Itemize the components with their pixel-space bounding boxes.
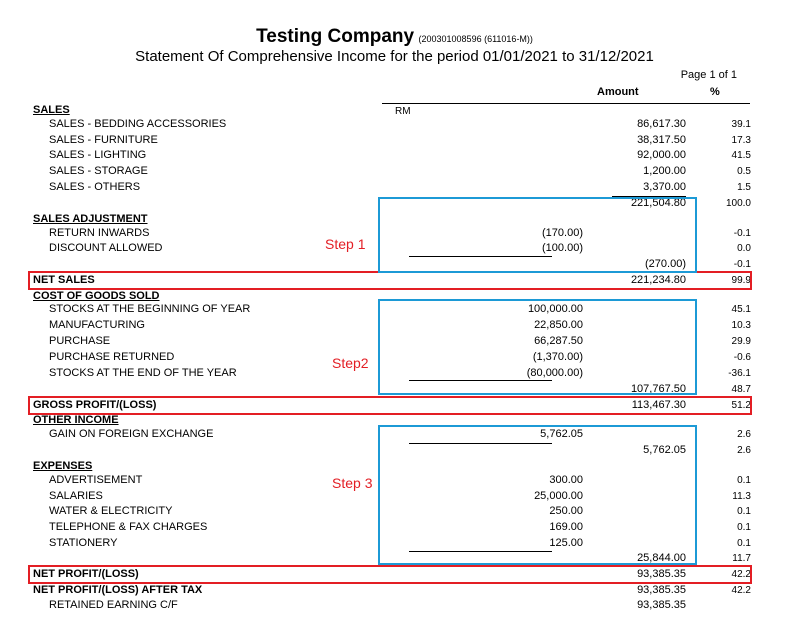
row-label: SALES - FURNITURE	[49, 134, 158, 146]
row-percent: -0.6	[733, 352, 751, 363]
row-percent: 51.2	[731, 400, 751, 411]
row-label: RETAINED EARNING C/F	[49, 599, 178, 611]
row-label: GAIN ON FOREIGN EXCHANGE	[49, 428, 214, 440]
step1-box	[378, 197, 697, 273]
row-amount: 92,000.00	[637, 149, 686, 161]
row-subamount: 100,000.00	[527, 303, 583, 315]
net-sales-highlight	[28, 271, 752, 290]
row-percent: 42.2	[731, 585, 751, 596]
row-label: SALARIES	[49, 490, 103, 502]
row-amount: 5,762.05	[643, 444, 686, 456]
row-percent: 10.3	[731, 320, 751, 331]
row-percent: 0.1	[737, 538, 751, 549]
row-percent: 11.7	[732, 553, 751, 564]
report-title	[0, 26, 789, 48]
table-row	[33, 598, 751, 613]
row-label: ADVERTISEMENT	[49, 474, 143, 486]
row-subamount: 300.00	[549, 474, 583, 486]
row-percent: 0.1	[737, 475, 751, 486]
row-percent: -0.1	[733, 259, 751, 270]
row-amount: (270.00)	[645, 258, 686, 270]
step1-label: Step 1	[325, 236, 366, 252]
step2-box	[378, 299, 697, 395]
row-percent: 0.1	[737, 522, 751, 533]
row-percent: 45.1	[731, 304, 751, 315]
row-percent: 0.5	[737, 166, 751, 177]
row-percent: 0.0	[737, 243, 751, 254]
row-label: SALES	[33, 104, 70, 116]
table-row	[33, 180, 751, 195]
section-header-row	[33, 103, 751, 118]
row-label: NET PROFIT/(LOSS)	[33, 568, 139, 580]
step3-box	[378, 425, 697, 565]
row-label: SALES - BEDDING ACCESSORIES	[49, 118, 227, 130]
row-percent: 1.5	[737, 182, 751, 193]
row-amount: 1,200.00	[643, 165, 686, 177]
percent-column-header: %	[710, 86, 720, 98]
table-row	[33, 133, 751, 148]
row-percent: 41.5	[731, 150, 751, 161]
row-amount: 3,370.00	[643, 181, 686, 193]
table-row	[33, 148, 751, 163]
row-amount: 107,767.50	[630, 383, 686, 395]
row-label: MANUFACTURING	[49, 319, 145, 331]
row-amount: 221,234.80	[630, 274, 686, 286]
currency-label: RM	[395, 106, 411, 117]
amount-column-header: Amount	[597, 86, 639, 98]
row-label: PURCHASE	[49, 335, 111, 347]
row-amount: 38,317.50	[637, 134, 686, 146]
row-percent: 39.1	[731, 119, 751, 130]
row-label: EXPENSES	[33, 460, 93, 472]
gross-profit-highlight	[28, 396, 752, 415]
row-label: SALES - LIGHTING	[49, 149, 147, 161]
table-row	[33, 117, 751, 132]
row-label: WATER & ELECTRICITY	[49, 505, 173, 517]
row-percent: 42.2	[731, 569, 751, 580]
row-subamount: (80,000.00)	[526, 367, 583, 379]
row-subamount: 5,762.05	[540, 428, 583, 440]
row-percent: -36.1	[728, 368, 751, 379]
row-subamount: (170.00)	[542, 227, 583, 239]
row-subamount: 25,000.00	[534, 490, 583, 502]
row-percent: 0.1	[737, 506, 751, 517]
row-percent: 48.7	[731, 384, 751, 395]
row-label: SALES - OTHERS	[49, 181, 141, 193]
row-subamount: 169.00	[549, 521, 583, 533]
row-percent: 2.6	[737, 445, 751, 456]
row-label: DISCOUNT ALLOWED	[49, 242, 163, 254]
row-percent: 11.3	[732, 491, 751, 502]
row-percent: -0.1	[733, 228, 751, 239]
table-row	[33, 164, 751, 179]
row-label: COST OF GOODS SOLD	[33, 290, 160, 302]
row-label: SALES ADJUSTMENT	[33, 213, 148, 225]
row-label: NET PROFIT/(LOSS) AFTER TAX	[33, 584, 203, 596]
net-profit-highlight	[28, 565, 752, 584]
report-subtitle: Statement Of Comprehensive Income for the period 01/01/2021 to 31/12/2021	[135, 48, 654, 65]
row-percent: 17.3	[731, 135, 751, 146]
row-subamount: 125.00	[549, 537, 583, 549]
row-amount: 86,617.30	[637, 118, 686, 130]
row-amount: 93,385.35	[637, 599, 686, 611]
row-label: SALES - STORAGE	[49, 165, 148, 177]
row-label: NET SALES	[33, 274, 95, 286]
step2-label: Step2	[332, 355, 369, 371]
registration-number: (200301008596 (611016-M))	[418, 34, 533, 44]
row-amount: 113,467.30	[631, 399, 686, 411]
row-percent: 2.6	[737, 429, 751, 440]
row-label: PURCHASE RETURNED	[49, 351, 175, 363]
row-percent: 29.9	[731, 336, 751, 347]
company-name: Testing Company	[256, 26, 415, 47]
row-subamount: (1,370.00)	[532, 351, 583, 363]
step3-label: Step 3	[332, 475, 373, 491]
row-percent: 99.9	[731, 275, 751, 286]
row-label: STOCKS AT THE END OF THE YEAR	[49, 367, 237, 379]
row-amount: 93,385.35	[637, 584, 686, 596]
row-subamount: (100.00)	[542, 242, 583, 254]
row-label: GROSS PROFIT/(LOSS)	[33, 399, 157, 411]
row-subamount: 66,287.50	[534, 335, 583, 347]
row-percent: 100.0	[725, 198, 751, 209]
row-subamount: 22,850.00	[534, 319, 583, 331]
row-label: STATIONERY	[49, 537, 118, 549]
row-amount: 221,504.80	[630, 197, 686, 209]
row-label: STOCKS AT THE BEGINNING OF YEAR	[49, 303, 251, 315]
row-amount: 25,844.00	[637, 552, 686, 564]
row-amount: 93,385.35	[637, 568, 686, 580]
row-label: RETURN INWARDS	[49, 227, 150, 239]
row-subamount: 250.00	[549, 505, 583, 517]
row-label: TELEPHONE & FAX CHARGES	[49, 521, 208, 533]
total-row	[33, 583, 751, 598]
row-label: OTHER INCOME	[33, 414, 119, 426]
page-indicator: Page 1 of 1	[680, 69, 737, 81]
